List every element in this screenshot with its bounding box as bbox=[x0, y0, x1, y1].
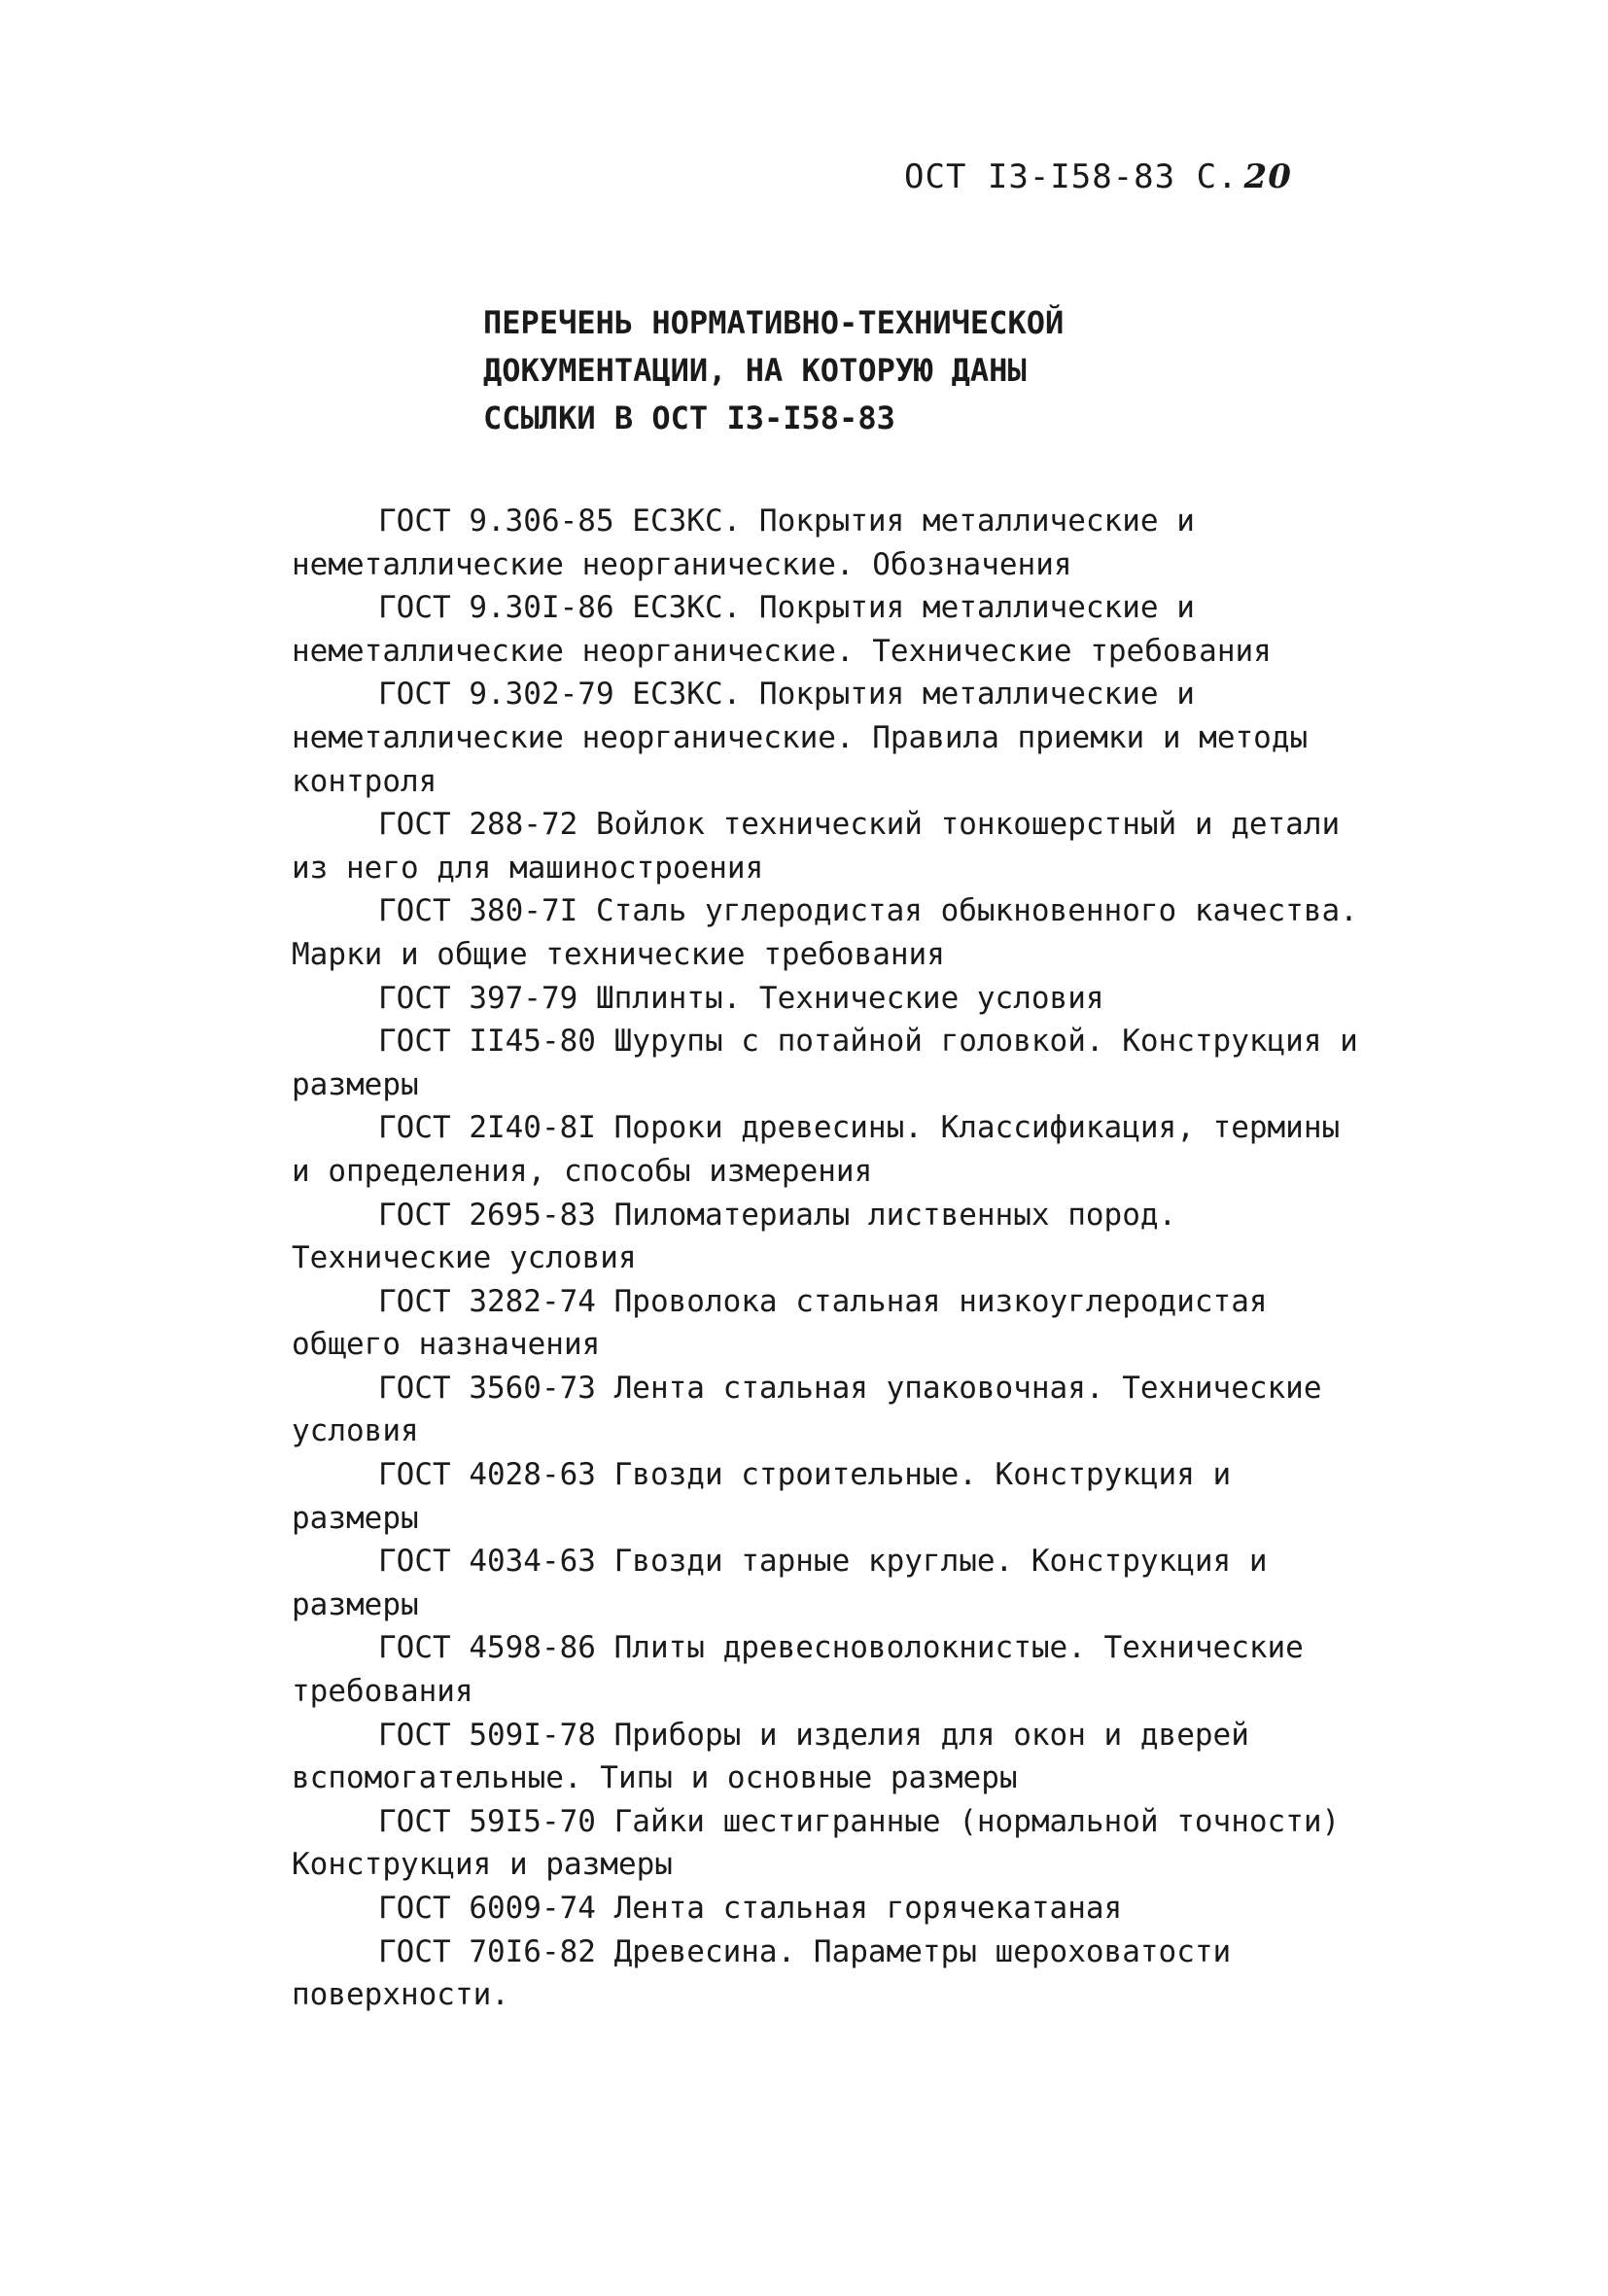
title-line: ДОКУМЕНТАЦИИ, НА КОТОРУЮ ДАНЫ bbox=[483, 352, 1027, 389]
document-title bbox=[483, 299, 1064, 442]
reference-entry: ГОСТ 4034-63 Гвозди тарные круглые. Конструкция и размеры bbox=[292, 1544, 1268, 1622]
reference-entry: ГОСТ 4598-86 Плиты древесноволокнистые. Технические требования bbox=[292, 1630, 1304, 1710]
reference-entry: ГОСТ 59I5-70 Гайки шестигранные (нормальной точности) Конструкция и размеры bbox=[292, 1803, 1341, 1883]
reference-entry: ГОСТ 4028-63 Гвозди строительные. Конструкция и размеры bbox=[292, 1457, 1232, 1536]
reference-entry: ГОСТ 288-72 Войлок технический тонкошерстный и детали из него для машиностроения bbox=[292, 807, 1341, 886]
page-label: С. bbox=[1196, 157, 1239, 196]
page-header bbox=[904, 157, 1292, 196]
reference-entry: ГОСТ II45-80 Шурупы с потайной головкой. Конструкция и размеры bbox=[292, 1024, 1358, 1102]
document-code: ОСТ I3-I58-83 bbox=[904, 157, 1176, 196]
reference-entry: ГОСТ 9.30I-86 ЕСЗКС. Покрытия металлические и неметаллические неорганические. Технические требования bbox=[292, 590, 1272, 669]
title-line: ПЕРЕЧЕНЬ НОРМАТИВНО-ТЕХНИЧЕСКОЙ bbox=[483, 304, 1065, 341]
reference-entry: ГОСТ 3282-74 Проволока стальная низкоуглеродистая общего назначения bbox=[292, 1283, 1268, 1363]
reference-entry: ГОСТ 6009-74 Лента стальная горячекатаная bbox=[378, 1891, 1123, 1926]
reference-entry: ГОСТ 2695-83 Пиломатериалы лиственных пород. Технические условия bbox=[292, 1197, 1177, 1276]
reference-list bbox=[292, 500, 1371, 2017]
reference-entry: ГОСТ 70I6-82 Древесина. Параметры шероховатости поверхности. bbox=[292, 1933, 1232, 2013]
reference-entry: ГОСТ 3560-73 Лента стальная упаковочная. Технические условия bbox=[292, 1370, 1322, 1449]
reference-entry: ГОСТ 509I-78 Приборы и изделия для окон и дверей вспомогательные. Типы и основные размеры bbox=[292, 1717, 1249, 1796]
reference-entry: ГОСТ 2I40-8I Пороки древесины. Классификация, термины и определения, способы измерения bbox=[292, 1110, 1341, 1189]
reference-entry: ГОСТ 9.302-79 ЕСЗКС. Покрытия металлические и неметаллические неорганические. Правила приемки и методы контроля bbox=[292, 677, 1309, 799]
reference-entry: ГОСТ 380-7I Сталь углеродистая обыкновенного качества. Марки и общие технические требования bbox=[292, 893, 1358, 972]
reference-entry: ГОСТ 397-79 Шплинты. Технические условия bbox=[378, 980, 1104, 1016]
reference-entry: ГОСТ 9.306-85 ЕСЗКС. Покрытия металлические и неметаллические неорганические. Обозначения bbox=[292, 504, 1195, 582]
page-number: 20 bbox=[1243, 157, 1292, 196]
title-line: ССЫЛКИ В ОСТ I3-I58-83 bbox=[483, 400, 895, 436]
